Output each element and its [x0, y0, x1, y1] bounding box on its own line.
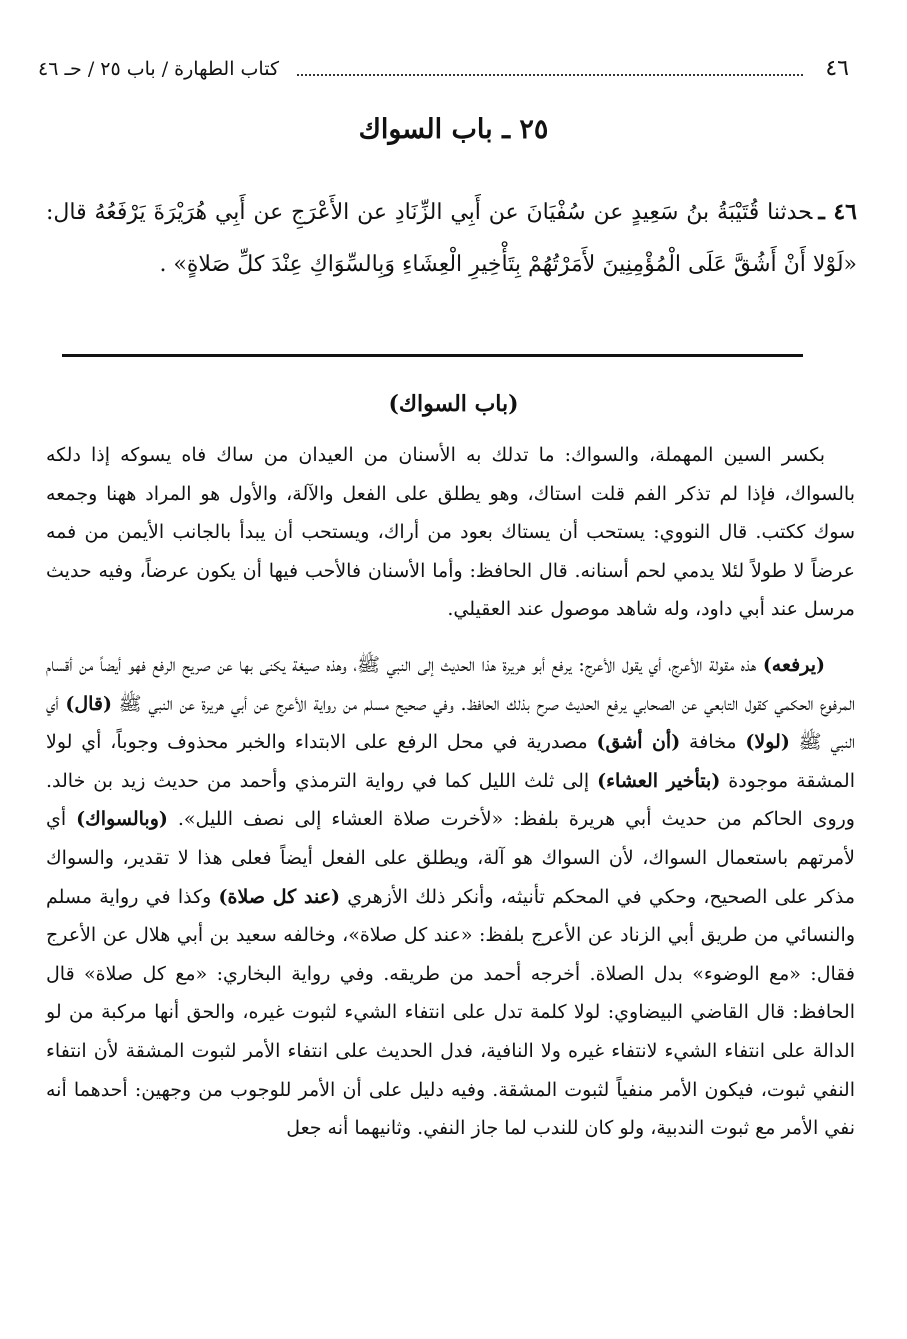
keyword-an-ashuqq: (أن أشق): [596, 731, 681, 754]
hadith-number: ٤٦ ـ: [818, 199, 857, 225]
commentary-text: مخافة: [680, 731, 746, 754]
page-number: ٤٦: [825, 56, 849, 81]
commentary-heading: (باب السواك): [388, 391, 519, 417]
commentary-body: [46, 436, 855, 1148]
leader-dots: [297, 74, 803, 76]
commentary-text: مصدرية في محل الرفع على الابتداء والخبر محذوف وجوباً، أي لولا المشقة موجودة: [46, 731, 855, 792]
running-header: [38, 52, 849, 86]
keyword-inda-kulli-salah: (عند كل صلاة): [218, 885, 341, 908]
hadith-text: [46, 186, 857, 291]
commentary-paragraph-1: بكسر السين المهملة، والسواك: ما تدلك به الأسنان من العيدان من ساك فاه يسوكه إذا دلكه بالسواك، فإذا لم تذكر الفم قلت استاك، وهو يطلق على الفعل والآلة، والأول هو المراد ههنا وجمعه سوك ككتب. قال النووي: يستحب أن يستاك بعود من أراك، ويستحب أن يبدأ بالجانب الأيمن من فمه عرضاً لا طولاً لئلا يدمي لحم أسنانه. قال الحافظ: وأما الأسنان فالأحب فيها أن يكون عرضاً، وفيه حديث مرسل عند أبي داود، وله شاهد موصول عند العقيلي.: [46, 444, 855, 621]
commentary-text: إلى ثلث الليل كما في رواية الترمذي وأحمد من حديث زيد بن خالد. وروى الحاكم من حديث أبي هريرة بلفظ: «لأخرت صلاة العشاء إلى نصف الليل».: [46, 769, 855, 831]
commentary-text: أي النبي ﷺ: [46, 692, 855, 754]
hadith-isnad: حدثنا قُتَيْبَةُ بنُ سَعِيدٍ عن سُفْيَانَ عن أَبِي الزِّنَادِ عن الأَعْرَجِ عن أَبِي هُرَيْرَةَ يَرْفَعُهُ قال:: [46, 200, 813, 225]
commentary-text: وكذا في رواية مسلم والنسائي من طريق أبي الزناد عن الأعرج بلفظ: «عند كل صلاة»، وخالفه سعيد بن أبي هلال عن الأعرج فقال: «مع الوضوء» بدل الصلاة. أخرجه أحمد من طريقه. وفي رواية البخاري: «مع كل صلاة» قال الحافظ: قال القاضي البيضاوي: لولا كلمة تدل على انتفاء الشيء لثبوت غيره، والحق أنها مركبة من لو الدالة على انتفاء الشيء لانتفاء غيره ولا النافية، فدل الحديث على انتفاء الأمر لثبوت المشقة لأن انتفاء النفي ثبوت، فيكون الأمر منفياً لثبوت المشقة. وفيه دليل على أن الأمر للوجوب من وجهين: أحدهما أنه نفي الأمر مع ثبوت الندبية، ولو كان للندب لما جاز النفي. وثانيهما أنه جعل: [46, 885, 855, 1140]
commentary-text: أي لأمرتهم باستعمال السواك، لأن السواك هو آلة، ويطلق على الفعل أيضاً فعلى هذا لا تقدير، والسواك مذكر على الصحيح، وحكي في المحكم تأنيثه، وأنكر ذلك الأزهري: [46, 808, 855, 908]
running-title: كتاب الطهارة / باب ٢٥ / حـ ٤٦: [38, 58, 279, 80]
chapter-heading: ٢٥ ـ باب السواك: [358, 114, 549, 145]
keyword-wa-bissiwak: (وبالسواك): [76, 808, 168, 831]
keyword-qal: (قال): [65, 692, 112, 715]
keyword-takhir-al-isha: (بتأخير العشاء): [597, 769, 721, 792]
keyword-lawla: (لولا): [745, 731, 790, 754]
commentary-text: هذه مقولة الأعرج، أي يقول الأعرج: يرفع أبو هريرة هذا الحديث إلى النبي ﷺ، وهذه صيغة يكنى بها عن صريح الرفع فهو أيضاً من أقسام المرفوع الحكمي كقول التابعي عن الصحابي يرفع الحديث صرح بذلك الحافظ. وفي صحيح مسلم من رواية الأعرج عن أبي هريرة عن النبي ﷺ: [46, 653, 855, 715]
keyword-yarfauhu: (يرفعه): [762, 653, 825, 676]
commentary-paragraph-2: [46, 646, 855, 1148]
section-divider: [62, 354, 803, 357]
hadith-matn: «لَوْلا أَنْ أَشُقَّ عَلَى الْمُؤْمِنِينَ لأَمَرْتُهُمْ بِتَأْخِيرِ الْعِشَاءِ وَبِالسِّوَاكِ عِنْدَ كلِّ صَلاةٍ» .: [159, 252, 857, 277]
